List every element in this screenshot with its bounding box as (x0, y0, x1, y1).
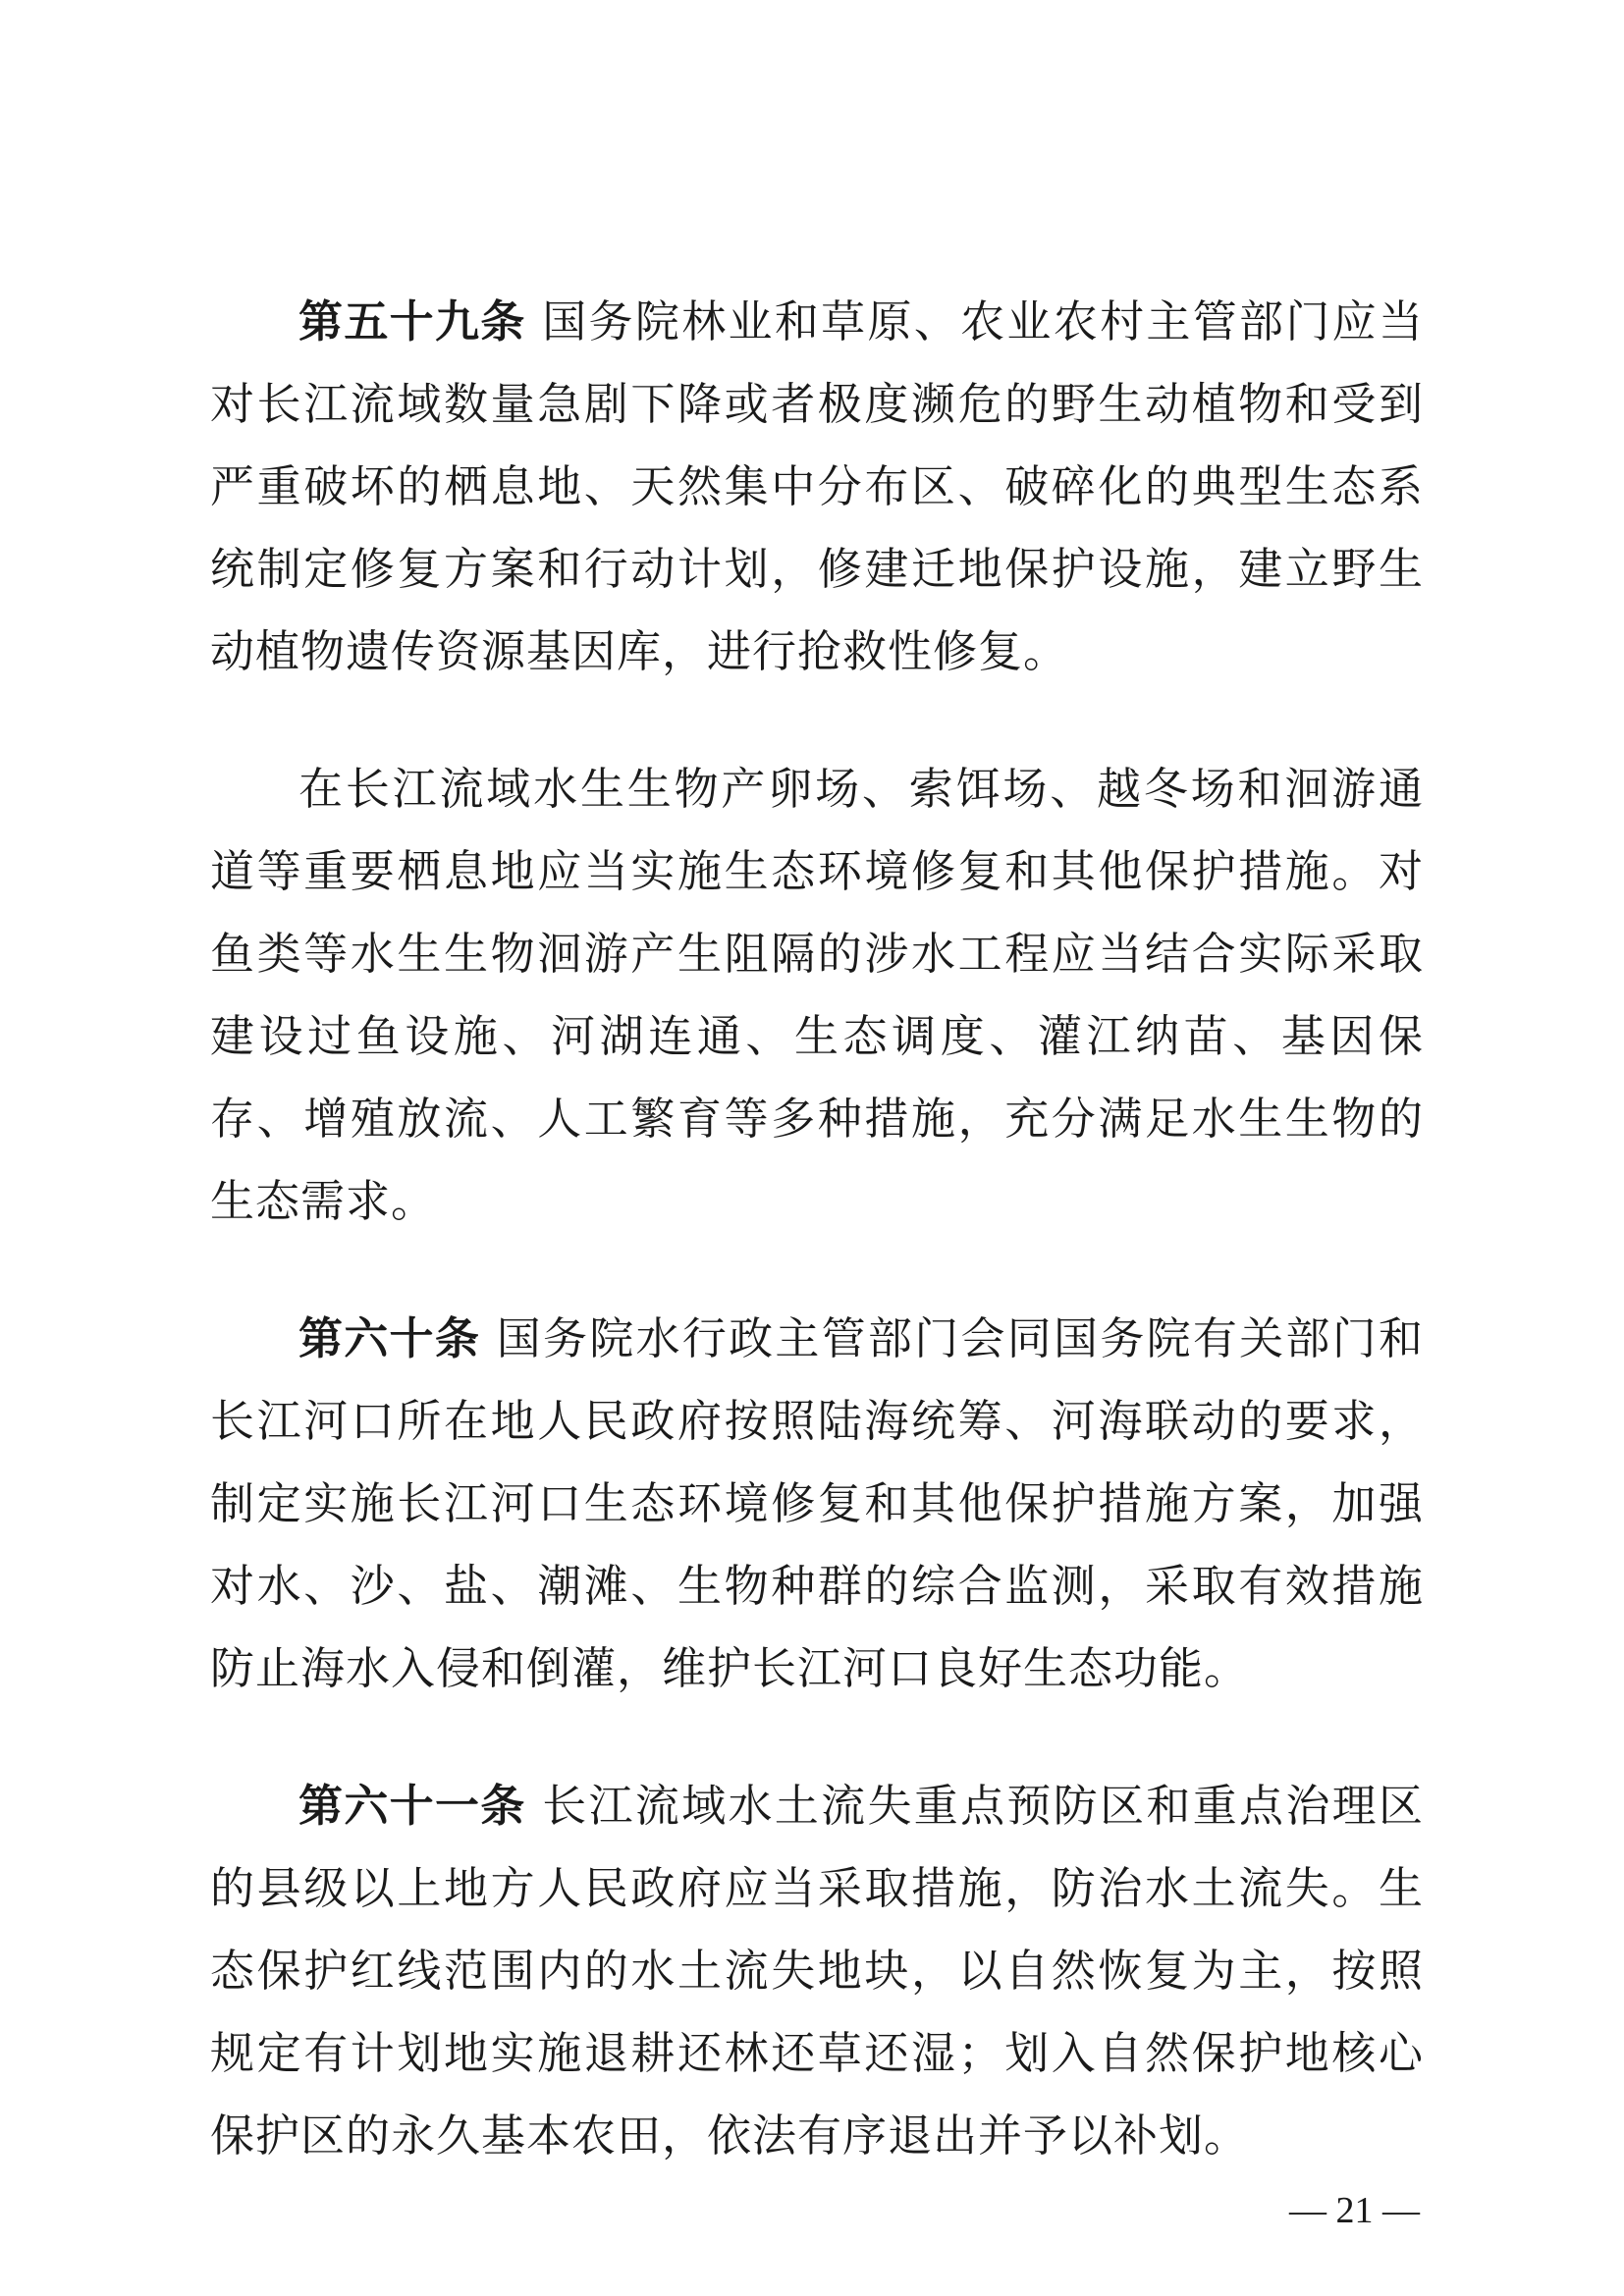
article-number: 第五十九条 (298, 295, 526, 347)
paragraph-article-60 (210, 1298, 1424, 1710)
paragraph-article-61 (210, 1765, 1424, 2177)
article-text: 长江流域水土流失重点预防区和重点治理区的县级以上地方人民政府应当采取措施，防治水土流失。生态保护红线范围内的水土流失地块，以自然恢复为主，按照规定有计划地实施退耕还林还草还湿；划入自然保护地核心保护区的永久基本农田，依法有序退出并予以补划。 (210, 1780, 1424, 2162)
article-number: 第六十一条 (298, 1780, 526, 1832)
page-number: — 21 — (1289, 2190, 1420, 2231)
article-text: 国务院林业和草原、农业农村主管部门应当对长江流域数量急剧下降或者极度濒危的野生动植物和受到严重破坏的栖息地、天然集中分布区、破碎化的典型生态系统制定修复方案和行动计划，修建迁地保护设施，建立野生动植物遗传资源基因库，进行抢救性修复。 (210, 295, 1424, 677)
article-text: 国务院水行政主管部门会同国务院有关部门和长江河口所在地人民政府按照陆海统筹、河海联动的要求，制定实施长江河口生态环境修复和其他保护措施方案，加强对水、沙、盐、潮滩、生物种群的综合监测，采取有效措施防止海水入侵和倒灌，维护长江河口良好生态功能。 (210, 1312, 1424, 1694)
article-text: 在长江流域水生生物产卵场、索饵场、越冬场和洄游通道等重要栖息地应当实施生态环境修复和其他保护措施。对鱼类等水生生物洄游产生阻隔的涉水工程应当结合实际采取建设过鱼设施、河湖连通、生态调度、灌江纳苗、基因保存、增殖放流、人工繁育等多种措施，充分满足水生生物的生态需求。 (210, 763, 1424, 1227)
paragraph-article-59-cont (210, 748, 1424, 1243)
article-number: 第六十条 (298, 1312, 481, 1364)
body-text (210, 281, 1424, 2177)
paragraph-article-59 (210, 281, 1424, 693)
